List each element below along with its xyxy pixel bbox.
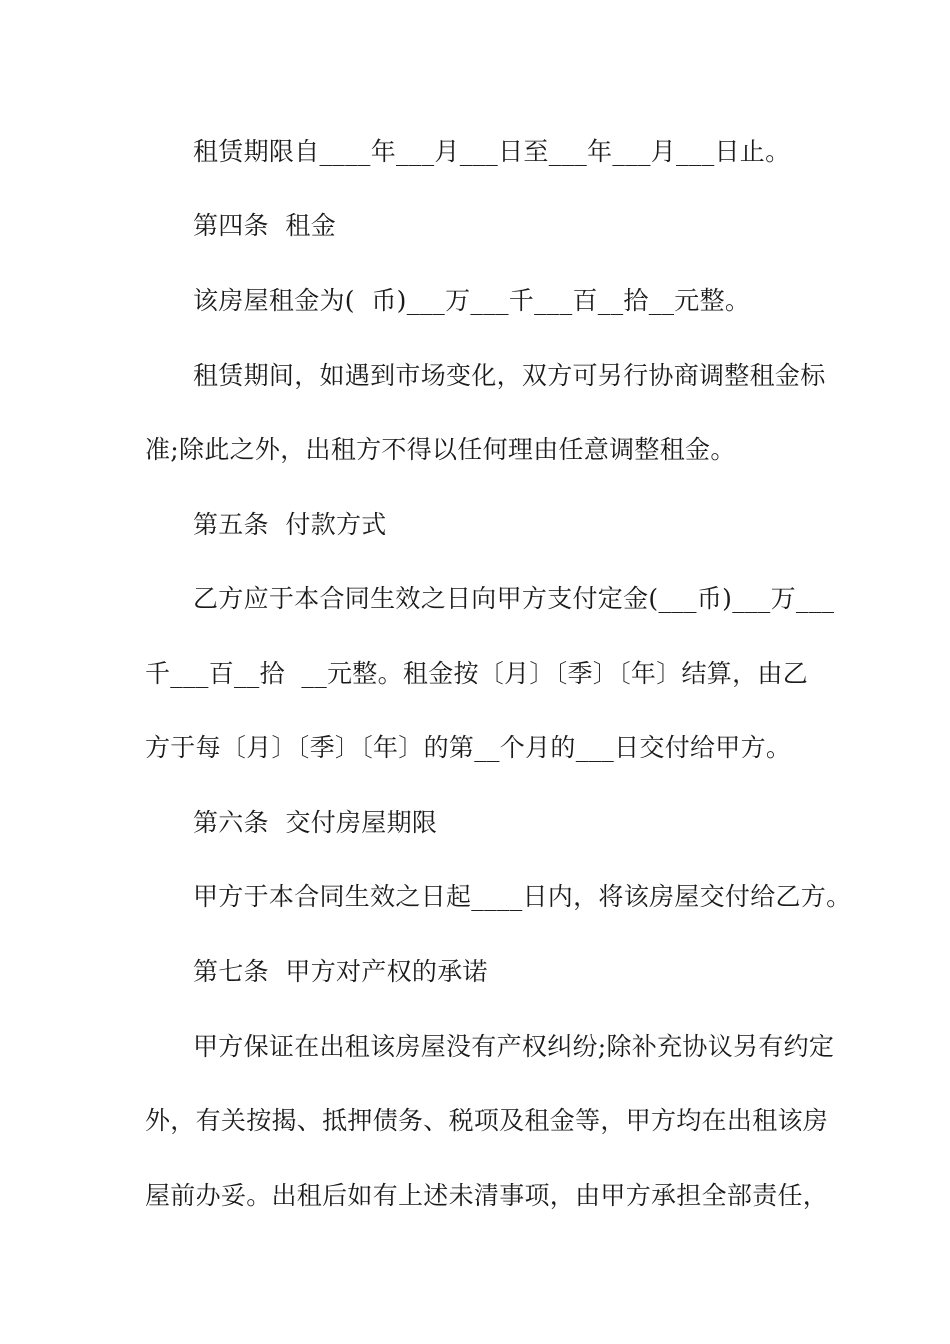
ownership-line-2: 外，有关按揭、抵押债务、税项及租金等，甲方均在出租该房 xyxy=(145,1106,829,1135)
rent-adjustment-line-1: 租赁期间，如遇到市场变化，双方可另行协商调整租金标 xyxy=(193,361,826,390)
article-seven-heading: 第七条 甲方对产权的承诺 xyxy=(193,957,488,986)
deposit-line-3: 方于每〔月〕〔季〕〔年〕的第__个月的___日交付给甲方。 xyxy=(145,733,792,762)
rent-adjustment-line-2: 准;除此之外，出租方不得以任何理由任意调整租金。 xyxy=(145,435,736,464)
deposit-line-2: 千___百__拾 __元整。租金按〔月〕〔季〕〔年〕结算，由乙 xyxy=(145,659,808,688)
lease-term-line: 租赁期限自____年___月___日至___年___月___日止。 xyxy=(193,137,791,166)
ownership-line-1: 甲方保证在出租该房屋没有产权纠纷;除补充协议另有约定 xyxy=(193,1032,835,1061)
article-four-heading: 第四条 租金 xyxy=(193,211,336,240)
ownership-line-3: 屋前办妥。出租后如有上述未清事项，由甲方承担全部责任， xyxy=(145,1181,829,1210)
article-five-heading: 第五条 付款方式 xyxy=(193,510,387,539)
article-six-heading: 第六条 交付房屋期限 xyxy=(193,808,438,837)
deposit-line-1: 乙方应于本合同生效之日向甲方支付定金(___币)___万___ xyxy=(193,584,835,613)
delivery-line: 甲方于本合同生效之日起____日内，将该房屋交付给乙方。 xyxy=(193,882,852,911)
rent-amount-line: 该房屋租金为( 币)___万___千___百__拾__元整。 xyxy=(193,286,751,315)
